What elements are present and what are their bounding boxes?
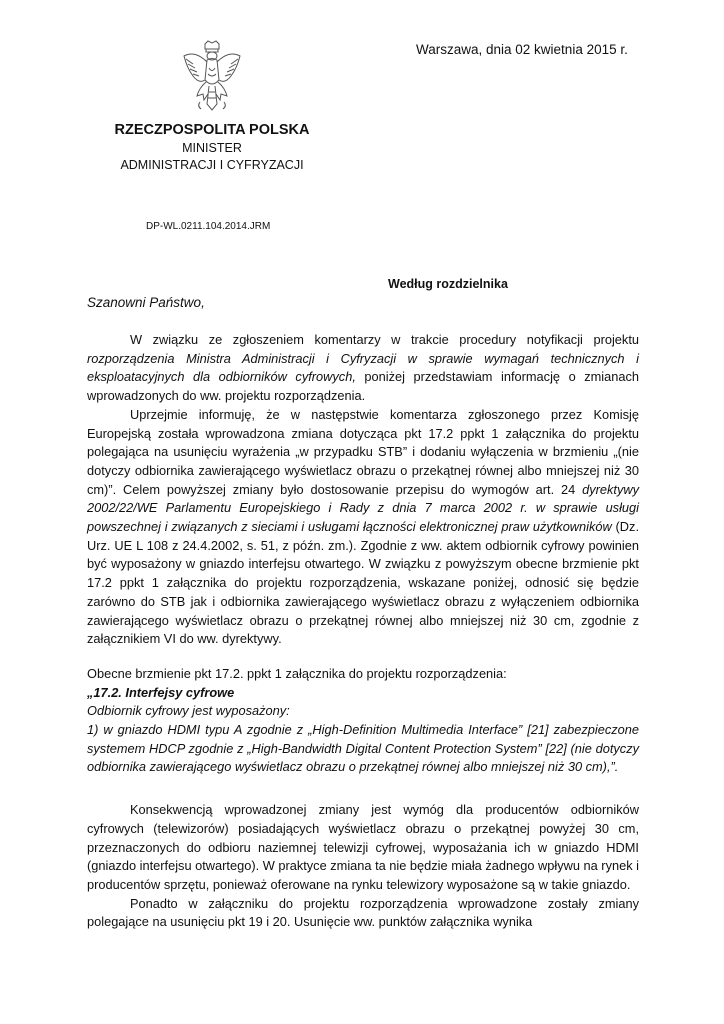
quote-heading: „17.2. Interfejsy cyfrowe xyxy=(87,684,235,700)
sender-ministry: ADMINISTRACJI I CYFRYZACJI xyxy=(120,158,304,172)
reference-number: DP-WL.0211.104.2014.JRM xyxy=(146,221,271,232)
letter-body xyxy=(87,331,639,932)
eagle-emblem-icon xyxy=(181,40,243,112)
paragraph-2: Uprzejmie informuję, że w następstwie komentarza zgłoszonego przez Komisję Europejską została wprowadzona zmiana dotycząca pkt 17.2 ppkt 1 załącznika do projektu polegająca na usunięciu wyrażenia „w przypadku STB” i dodaniu wyłączenia w brzmieniu „(nie dotyczy odbiornika zawierającego wyświetlacz obrazu o przekątnej równej albo mniejszej niż 30 cm)”. Celem powyższej zmiany było dostosowanie przepisu do wymogów art. 24 dyrektywy 2002/22/WE Parlamentu Europejskiego i Rady z dnia 7 marca 2002 r. w sprawie usługi powszechnej i związanych z sieciami i usługami łączności elektronicznej praw użytkowników (Dz. Urz. UE L 108 z 24.4.2002, s. 51, z późn. zm.). Zgodnie z ww. aktem odbiornik cyfrowy powinien być wyposażony w gniazdo interfejsu otwartego. W związku z powyższym obecne brzmienie pkt 17.2 ppkt 1 załącznika do projektu rozporządzenia, wskazane poniżej, odnosić się będzie zarówno do STB jak i odbiornika zawierającego wyświetlacz obrazu z wyłączeniem odbiornika zawierającego wyświetlacz obrazu o przekątnej równej albo mniejszej niż 30 cm, zgodnie z załącznikiem VI do ww. dyrektywy. xyxy=(87,406,639,647)
quote-item: 1) w gniazdo HDMI typu A zgodnie z „High-Definition Multimedia Interface” [21] zabezpieczone systemem HDCP zgodnie z „High-Bandwidth Digital Content Protection System” [22] (nie dotyczy odbiornika zawierającego wyświetlacz obrazu o przekątnej równej albo mniejszej niż 30 cm),”. xyxy=(87,722,639,775)
letter-date: Warszawa, dnia 02 kwietnia 2015 r. xyxy=(416,42,628,57)
sender-country: RZECZPOSPOLITA POLSKA xyxy=(114,122,310,138)
salutation: Szanowni Państwo, xyxy=(87,295,205,310)
quote-intro: Obecne brzmienie pkt 17.2. ppkt 1 załącznika do projektu rozporządzenia: xyxy=(87,665,507,681)
sender-block xyxy=(100,120,324,174)
paragraph-1: W związku ze zgłoszeniem komentarzy w trakcie procedury notyfikacji projektu rozporządzenia Ministra Administracji i Cyfryzacji w sprawie wymagań technicznych i eksploatacyjnych dla odbiorników cyfrowych, poniżej przedstawiam informację o zmianach wprowadzonych do ww. projektu rozporządzenia. xyxy=(87,332,639,404)
paragraph-3: Konsekwencją wprowadzonej zmiany jest wymóg dla producentów odbiorników cyfrowych (telewizorów) posiadających wyświetlacz obrazu o przekątnej powyżej 30 cm, przeznaczonych do odbioru naziemnej telewizji cyfrowej, wyposażania ich w gniazdo HDMI (gniazdo interfejsu otwartego). W praktyce zmiana ta nie będzie miała żadnego wpływu na rynek i producentów sprzętu, ponieważ oferowane na rynku telewizory wyposażone są w takie gniazdo. xyxy=(87,802,639,892)
recipient-line: Według rozdzielnika xyxy=(388,277,508,291)
quote-line: Odbiornik cyfrowy jest wyposażony: xyxy=(87,703,290,719)
paragraph-4: Ponadto w załączniku do projektu rozporządzenia wprowadzone zostały zmiany polegające na usunięciu pkt 19 i 20. Usunięcie ww. punktów załącznika wynika xyxy=(87,895,639,930)
sender-title: MINISTER xyxy=(182,141,242,155)
